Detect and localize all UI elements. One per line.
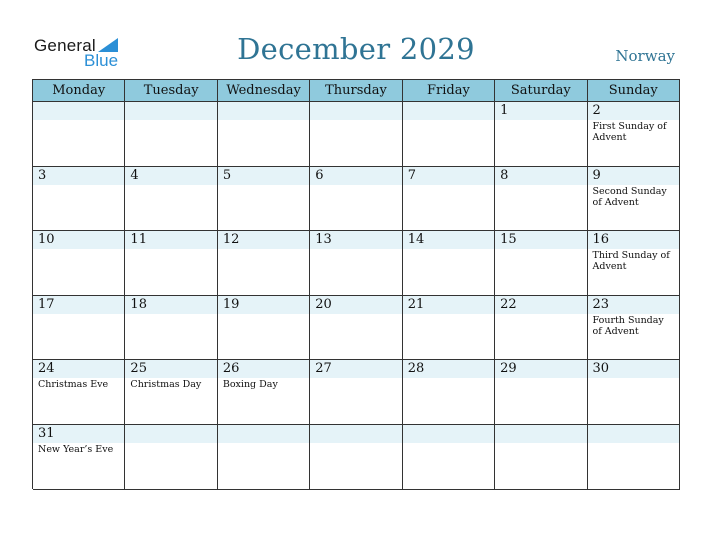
day-cell-band xyxy=(495,102,586,120)
day-number: 15 xyxy=(500,232,517,248)
day-number: 5 xyxy=(222,167,232,183)
day-number: 25 xyxy=(130,361,147,377)
week-row xyxy=(33,102,680,167)
day-cell xyxy=(495,102,587,167)
day-number: 27 xyxy=(315,361,332,377)
day-number: 7 xyxy=(407,167,416,183)
day-cell xyxy=(403,231,495,296)
holiday-label: Christmas Eve xyxy=(38,379,109,391)
day-cell xyxy=(310,360,402,425)
day-cell xyxy=(588,167,680,232)
day-cell-band xyxy=(218,167,309,185)
day-cell xyxy=(125,102,217,167)
day-cell xyxy=(588,231,680,296)
week-row xyxy=(33,231,680,296)
day-cell xyxy=(403,360,495,425)
day-number: 14 xyxy=(407,232,425,248)
day-cell xyxy=(310,296,402,361)
day-cell-band xyxy=(310,167,401,185)
weekday-tuesday: Tuesday xyxy=(125,80,217,102)
day-cell xyxy=(403,425,495,490)
day-number: 31 xyxy=(38,425,55,441)
day-cell xyxy=(125,296,217,361)
day-cell-band xyxy=(588,102,679,120)
day-cell xyxy=(588,102,680,167)
day-cell-band xyxy=(588,167,679,185)
weekday-saturday: Saturday xyxy=(495,80,587,102)
logo-text-blue: Blue xyxy=(84,51,119,70)
day-cell xyxy=(403,296,495,361)
day-cell-band xyxy=(403,425,494,443)
day-number: 12 xyxy=(222,232,240,248)
day-number: 26 xyxy=(222,361,240,377)
day-cell xyxy=(218,296,310,361)
day-cell xyxy=(310,167,402,232)
day-number: 20 xyxy=(315,296,332,312)
calendar-grid xyxy=(32,79,680,489)
day-cell xyxy=(495,360,587,425)
day-cell xyxy=(310,102,402,167)
day-number: 3 xyxy=(38,167,47,183)
day-number: 16 xyxy=(592,232,610,248)
week-row xyxy=(33,425,680,490)
day-number: 11 xyxy=(130,232,147,248)
day-cell xyxy=(125,360,217,425)
day-cell xyxy=(125,425,217,490)
day-cell xyxy=(125,231,217,296)
holiday-label: Boxing Day xyxy=(222,379,278,391)
holiday-label: Christmas Day xyxy=(130,379,202,391)
holiday-label: Fourth Sunday of Advent xyxy=(592,314,664,337)
day-cell xyxy=(588,296,680,361)
day-cell xyxy=(33,296,125,361)
day-cell xyxy=(218,231,310,296)
holiday-label: Third Sunday of Advent xyxy=(592,250,670,273)
day-cell-band xyxy=(33,102,124,120)
day-cell xyxy=(33,360,125,425)
holiday-label: First Sunday of Advent xyxy=(592,121,667,143)
country-label: Norway xyxy=(615,47,675,65)
week-rows xyxy=(33,102,680,490)
weekday-monday: Monday xyxy=(33,80,125,102)
day-cell-band xyxy=(33,167,124,185)
day-cell xyxy=(588,425,680,490)
day-cell xyxy=(495,296,587,361)
day-number: 19 xyxy=(222,296,240,312)
holiday-label: Second Sunday of Advent xyxy=(592,185,667,208)
day-cell-band xyxy=(218,102,309,120)
day-number: 4 xyxy=(130,167,139,183)
day-cell xyxy=(33,167,125,232)
day-cell xyxy=(403,102,495,167)
day-number: 21 xyxy=(407,296,425,312)
day-cell-band xyxy=(403,102,494,120)
day-cell-band xyxy=(125,425,216,443)
day-number: 29 xyxy=(500,361,517,377)
weekday-header xyxy=(33,80,680,102)
day-cell xyxy=(310,231,402,296)
day-cell-band xyxy=(495,425,586,443)
week-row xyxy=(33,296,680,361)
day-cell xyxy=(495,425,587,490)
day-number: 2 xyxy=(592,103,601,118)
day-cell xyxy=(33,102,125,167)
day-cell xyxy=(218,167,310,232)
day-cell-band xyxy=(403,167,494,185)
day-cell xyxy=(33,231,125,296)
day-number: 24 xyxy=(38,361,55,377)
day-number: 30 xyxy=(592,361,610,377)
day-cell xyxy=(125,167,217,232)
day-number: 9 xyxy=(592,167,601,183)
day-cell xyxy=(218,102,310,167)
weekday-thursday: Thursday xyxy=(310,80,402,102)
day-number: 28 xyxy=(407,361,425,377)
day-number: 22 xyxy=(500,296,517,312)
weekday-sunday: Sunday xyxy=(588,80,680,102)
logo-text-general: General xyxy=(34,36,96,55)
day-number: 18 xyxy=(130,296,147,312)
day-cell-band xyxy=(218,425,309,443)
day-number: 17 xyxy=(38,296,55,312)
day-cell xyxy=(495,167,587,232)
week-row xyxy=(33,167,680,232)
day-number: 8 xyxy=(500,167,509,183)
day-cell xyxy=(218,425,310,490)
day-cell xyxy=(495,231,587,296)
day-cell-band xyxy=(495,167,586,185)
day-number: 6 xyxy=(315,167,324,183)
day-number: 13 xyxy=(315,232,332,248)
weekday-friday: Friday xyxy=(403,80,495,102)
calendar-title: December 2029 xyxy=(237,32,475,66)
day-cell-band xyxy=(310,425,401,443)
day-cell xyxy=(588,360,680,425)
day-number: 1 xyxy=(500,103,509,118)
day-cell-band xyxy=(125,102,216,120)
weekday-wednesday: Wednesday xyxy=(218,80,310,102)
day-cell xyxy=(403,167,495,232)
day-number: 10 xyxy=(38,232,55,248)
day-number: 23 xyxy=(592,296,610,312)
week-row xyxy=(33,360,680,425)
day-cell xyxy=(218,360,310,425)
day-cell xyxy=(33,425,125,490)
day-cell-band xyxy=(125,167,216,185)
day-cell-band xyxy=(588,425,679,443)
holiday-label: New Year’s Eve xyxy=(38,443,114,455)
day-cell xyxy=(310,425,402,490)
day-cell-band xyxy=(310,102,401,120)
